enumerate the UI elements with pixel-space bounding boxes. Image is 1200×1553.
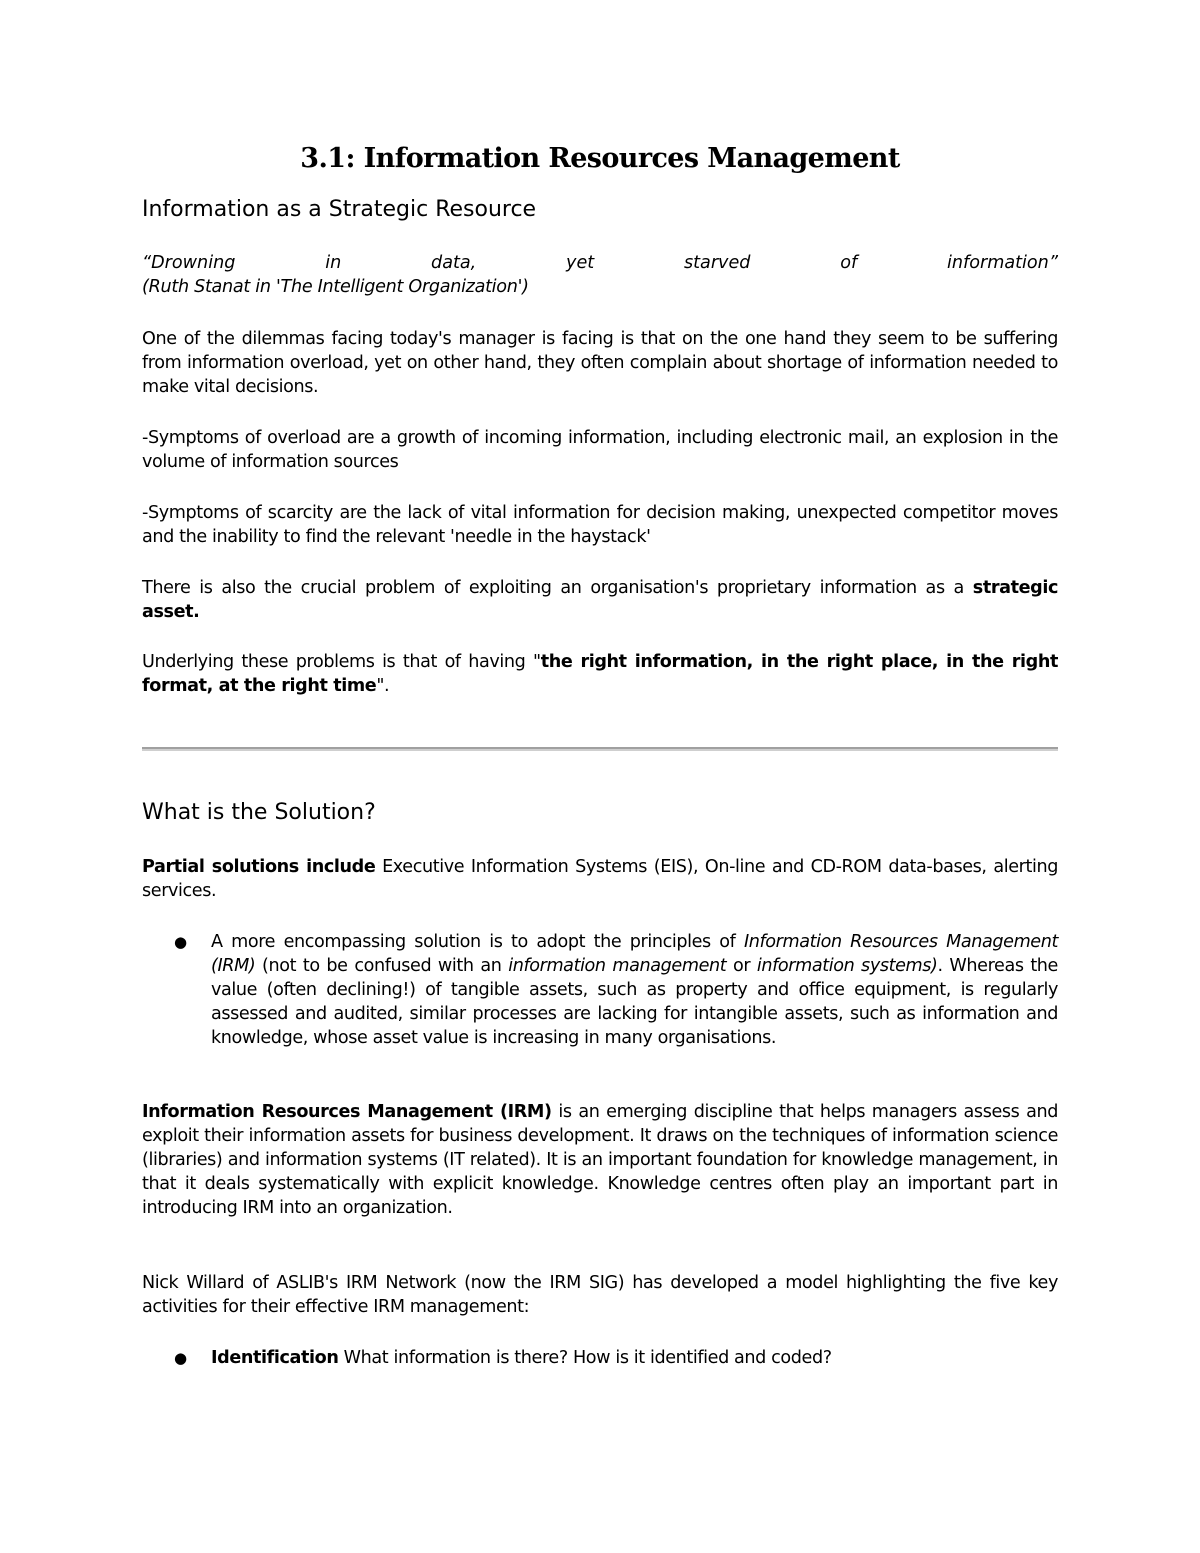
bullet-icon: ● (174, 933, 188, 951)
paragraph-text: Executive Information Systems (EIS), On-line and CD-ROM data-bases, alerting services. (142, 857, 1058, 901)
list-text: (not to be confused with an (255, 956, 509, 976)
bold-phrase: Partial solutions include (142, 857, 376, 877)
quote-word: “Drowning (142, 253, 236, 273)
quote-word: data, (431, 253, 477, 273)
quote-word: of (840, 253, 858, 273)
list-text: . Whereas the value (often declining!) of tangible assets, such as property and office equipment, is regularly assessed and audited, similar processes are lacking for intangible assets, such as information and knowledge, whose asset value is increasing in many organisations. (211, 956, 1058, 1048)
italic-phrase: Information Resources Management (IRM) (211, 932, 1058, 976)
list-text: What information is there? How is it identified and coded? (338, 1348, 832, 1368)
paragraph-dilemma: One of the dilemmas facing today's manager is facing is that on the one hand they seem to be suffering from information overload, yet on other hand, they often complain about shortage of information needed to make vital decisions. (142, 329, 1058, 397)
list-item-text (211, 930, 1058, 1050)
paragraph-underlying-problems (142, 650, 1058, 698)
paragraph-willard-model: Nick Willard of ASLIB's IRM Network (now the IRM SIG) has developed a model highlighting the five key activities for their effective IRM management: (142, 1273, 1058, 1317)
paragraph-overload: -Symptoms of overload are a growth of incoming information, including electronic mail, an explosion in the volume of information sources (142, 428, 1058, 472)
italic-phrase: information management (508, 956, 727, 976)
paragraph-text: ". (376, 676, 390, 696)
quote-word: information” (946, 253, 1058, 273)
paragraph-scarcity: -Symptoms of scarcity are the lack of vital information for decision making, unexpected competitor moves and the inability to find the relevant 'needle in the haystack' (142, 503, 1058, 547)
quote-source: (Ruth Stanat in 'The Intelligent Organization') (142, 277, 529, 297)
bold-phrase: Information Resources Management (IRM) (142, 1102, 552, 1122)
section-heading-solution: What is the Solution? (142, 800, 376, 825)
quote-word: in (325, 253, 342, 273)
list-text: or (726, 956, 757, 976)
quote-word: yet (566, 253, 595, 273)
bold-phrase: Identification (211, 1348, 339, 1368)
italic-phrase: information systems) (756, 956, 938, 976)
paragraph-text: is an emerging discipline that helps managers assess and exploit their information assets for business development. It draws on the techniques of information science (libraries) and information systems (IT related). It is an important foundation for knowledge management, in that it deals systematically with explicit knowledge. Knowledge centres often play an important part in introducing IRM into an organization. (142, 1102, 1059, 1218)
quote-word: starved (683, 253, 751, 273)
paragraph-irm-definition (142, 1100, 1058, 1220)
bullet-icon: ● (174, 1349, 188, 1367)
paragraph-strategic-asset (142, 576, 1058, 624)
paragraph-text: There is also the crucial problem of exploiting an organisation's proprietary information as a (142, 578, 973, 598)
paragraph-partial-solutions (142, 855, 1058, 903)
section-heading-strategic-resource: Information as a Strategic Resource (142, 197, 537, 222)
quote (142, 251, 1058, 275)
horizontal-rule (142, 747, 1058, 751)
list-text: A more encompassing solution is to adopt the principles of (211, 932, 744, 952)
bold-phrase: the right information, in the right place, in the right format, at the right time (142, 652, 1058, 696)
list-item-text (211, 1346, 1058, 1370)
paragraph-text: Underlying these problems is that of having " (142, 652, 541, 672)
document-title: 3.1: Information Resources Management (300, 143, 900, 174)
bold-phrase: strategic asset. (142, 578, 1058, 622)
